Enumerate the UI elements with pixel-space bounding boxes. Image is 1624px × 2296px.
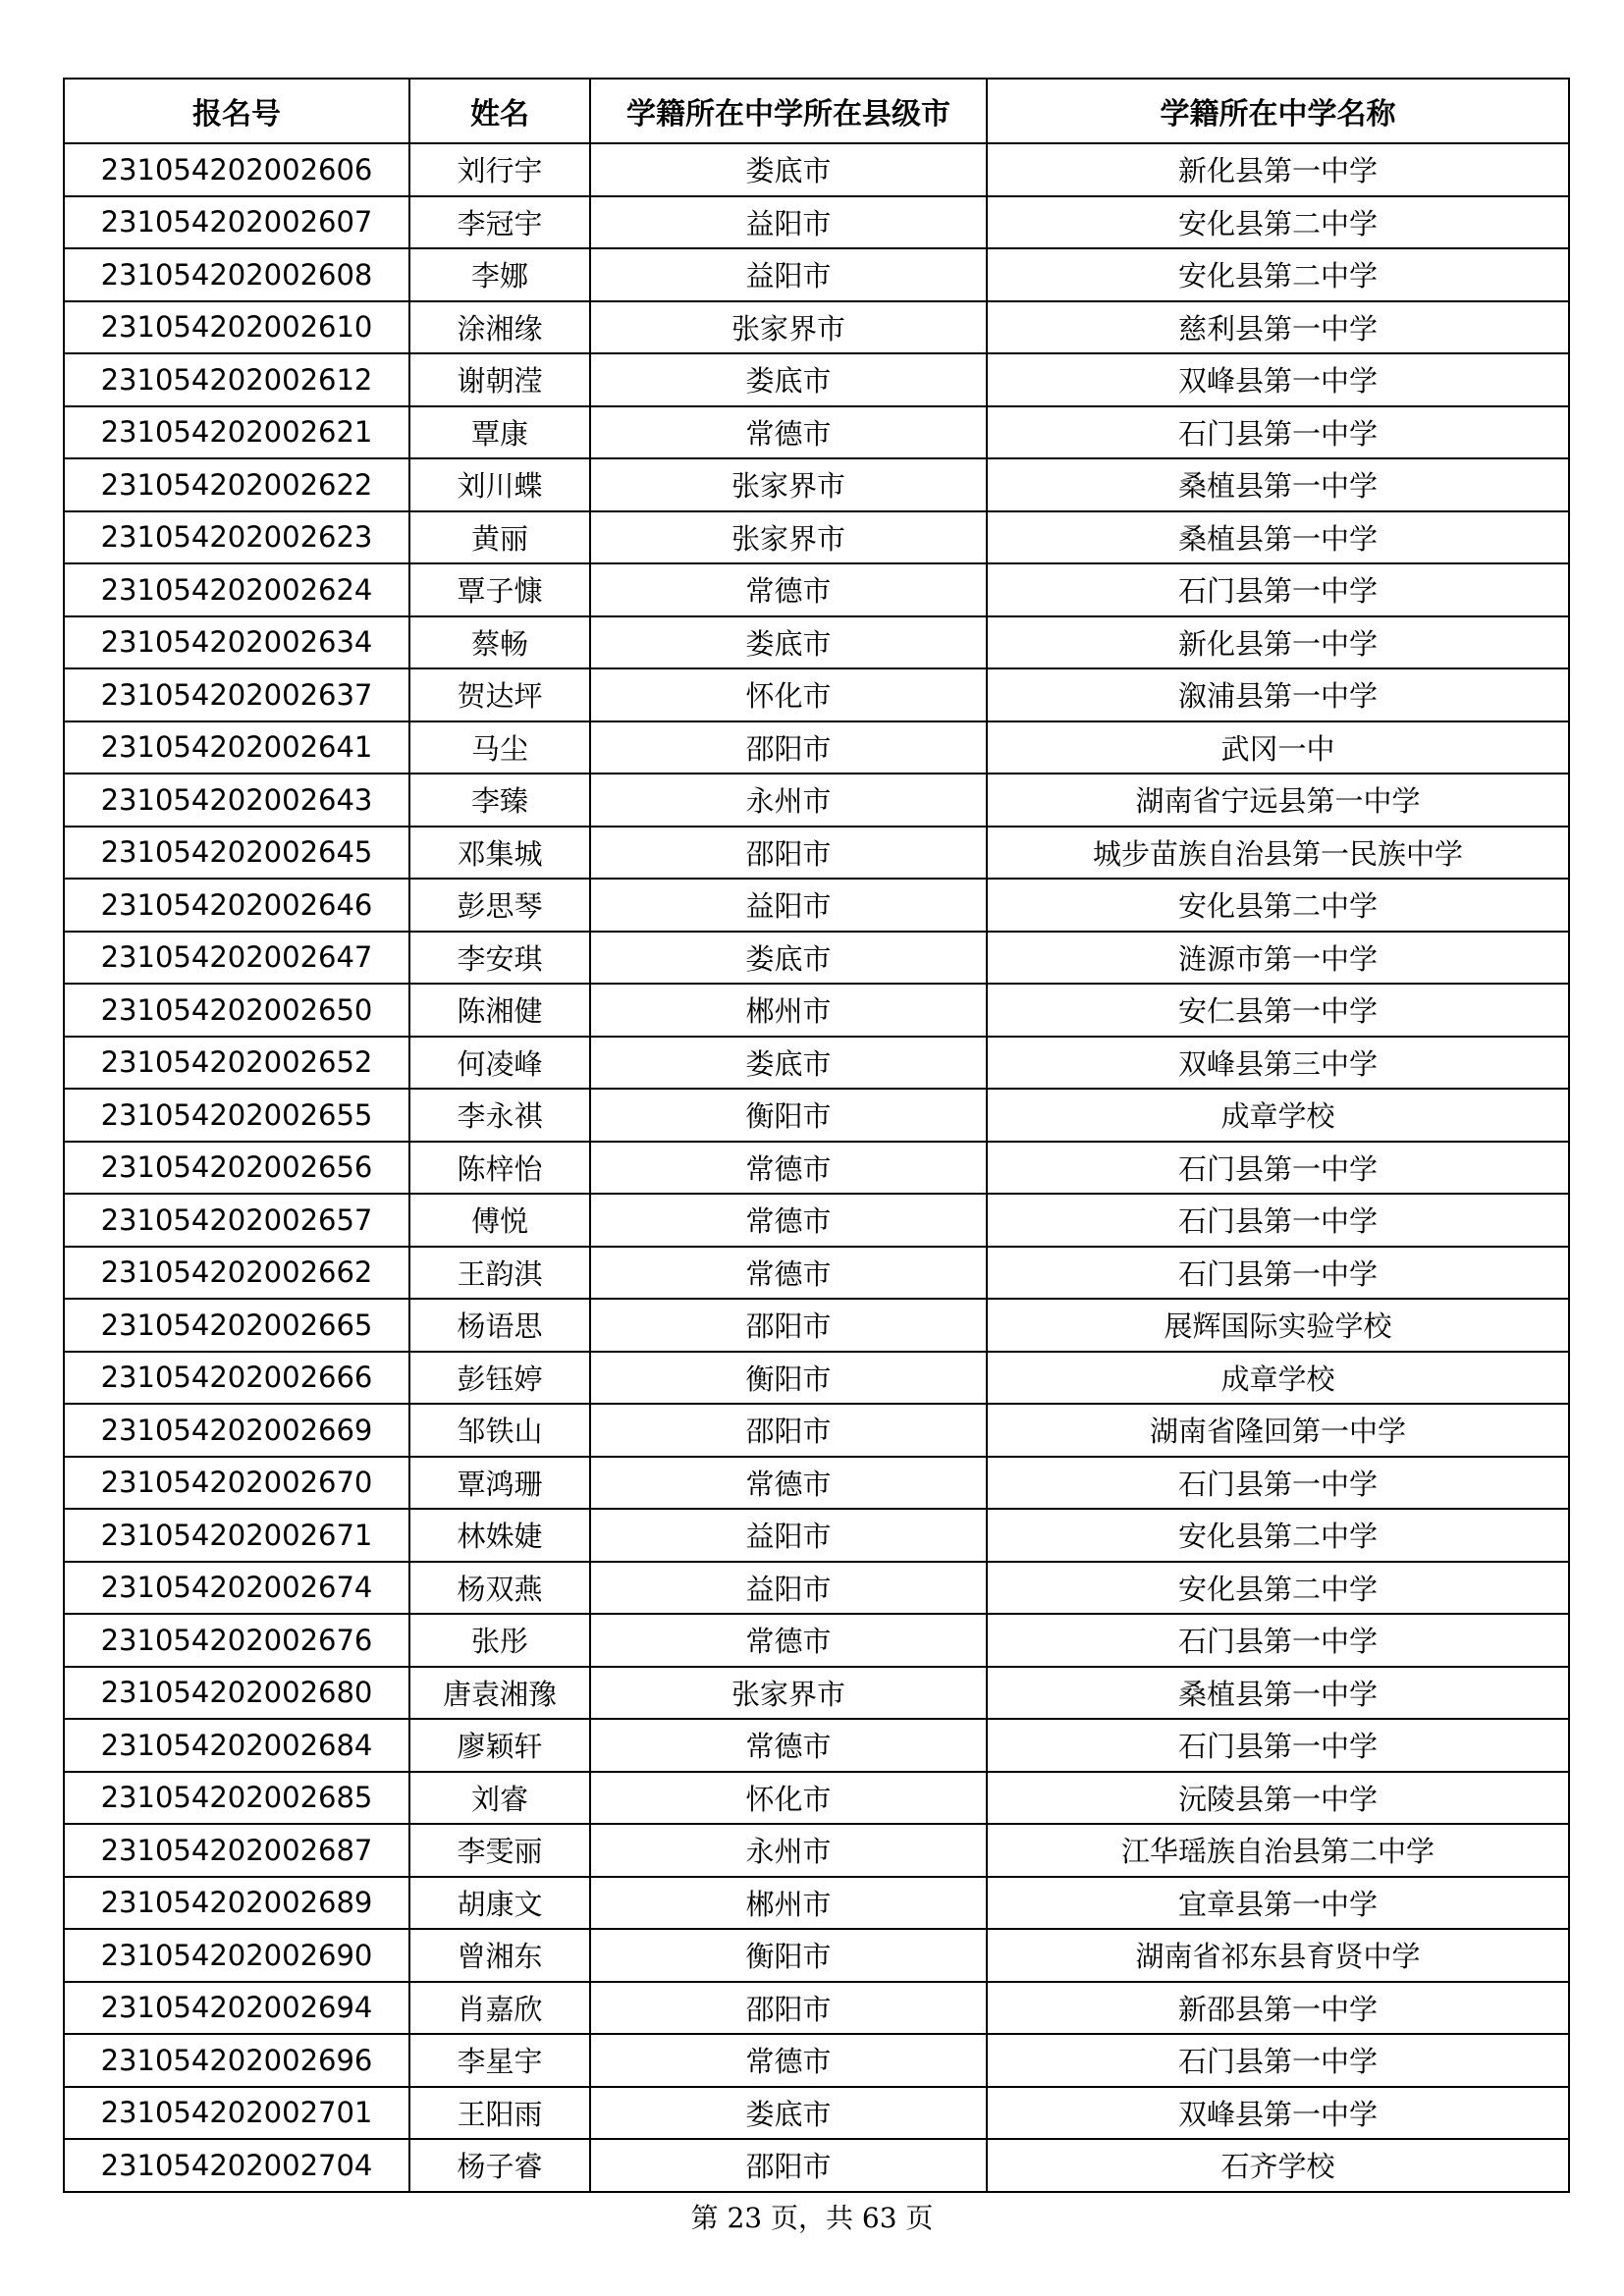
table-row [64, 2034, 1569, 2087]
school-name-cell: 石门县第一中学 [987, 1247, 1569, 1300]
header-school-name: 学籍所在中学名称 [987, 79, 1569, 143]
county-city-cell: 益阳市 [590, 196, 987, 249]
table-row [64, 1667, 1569, 1720]
registration-number-cell: 231054202002662 [64, 1247, 409, 1300]
school-name-cell: 成章学校 [987, 1352, 1569, 1405]
registration-number-cell: 231054202002687 [64, 1824, 409, 1877]
student-name-cell: 胡康文 [409, 1877, 590, 1930]
school-name-cell: 双峰县第一中学 [987, 353, 1569, 406]
table-row [64, 1037, 1569, 1090]
school-name-cell: 湖南省隆回第一中学 [987, 1404, 1569, 1457]
document-sheet [63, 78, 1568, 2193]
county-city-cell: 常德市 [590, 406, 987, 459]
registration-number-cell: 231054202002665 [64, 1299, 409, 1352]
registration-number-cell: 231054202002696 [64, 2034, 409, 2087]
student-name-cell: 马尘 [409, 721, 590, 774]
student-name-cell: 唐袁湘豫 [409, 1667, 590, 1720]
header-county-city: 学籍所在中学所在县级市 [590, 79, 987, 143]
page-footer: 第 23 页，共 63 页 [690, 2202, 934, 2234]
student-name-cell: 李雯丽 [409, 1824, 590, 1877]
registration-number-cell: 231054202002647 [64, 932, 409, 985]
table-row [64, 2139, 1569, 2192]
header-name: 姓名 [409, 79, 590, 143]
registration-number-cell: 231054202002666 [64, 1352, 409, 1405]
school-name-cell: 石门县第一中学 [987, 1719, 1569, 1772]
registration-number-cell: 231054202002610 [64, 301, 409, 354]
student-name-cell: 刘川蝶 [409, 458, 590, 511]
school-name-cell: 石门县第一中学 [987, 1142, 1569, 1195]
county-city-cell: 张家界市 [590, 458, 987, 511]
table-row [64, 2087, 1569, 2140]
school-name-cell: 湖南省宁远县第一中学 [987, 774, 1569, 827]
school-name-cell: 江华瑶族自治县第二中学 [987, 1824, 1569, 1877]
student-name-cell: 贺达坪 [409, 668, 590, 721]
school-name-cell: 石门县第一中学 [987, 1457, 1569, 1510]
registration-number-cell: 231054202002669 [64, 1404, 409, 1457]
school-name-cell: 石门县第一中学 [987, 2034, 1569, 2087]
student-name-cell: 张彤 [409, 1614, 590, 1667]
registration-number-cell: 231054202002655 [64, 1089, 409, 1142]
table-row [64, 248, 1569, 301]
registration-number-cell: 231054202002612 [64, 353, 409, 406]
table-row [64, 1614, 1569, 1667]
county-city-cell: 张家界市 [590, 1667, 987, 1720]
student-name-cell: 李臻 [409, 774, 590, 827]
student-name-cell: 刘行宇 [409, 143, 590, 196]
table-row [64, 1404, 1569, 1457]
county-city-cell: 郴州市 [590, 1877, 987, 1930]
table-row [64, 1772, 1569, 1825]
student-name-cell: 肖嘉欣 [409, 1982, 590, 2035]
student-name-cell: 杨语思 [409, 1299, 590, 1352]
student-name-cell: 王韵淇 [409, 1247, 590, 1300]
table-row [64, 1089, 1569, 1142]
county-city-cell: 娄底市 [590, 932, 987, 985]
school-name-cell: 石齐学校 [987, 2139, 1569, 2192]
school-name-cell: 石门县第一中学 [987, 1194, 1569, 1247]
county-city-cell: 邵阳市 [590, 2139, 987, 2192]
header-registration-number: 报名号 [64, 79, 409, 143]
county-city-cell: 衡阳市 [590, 1929, 987, 1982]
table-row [64, 932, 1569, 985]
table-header [64, 79, 1569, 143]
county-city-cell: 常德市 [590, 563, 987, 616]
student-name-cell: 覃子慷 [409, 563, 590, 616]
registration-number-cell: 231054202002671 [64, 1509, 409, 1562]
table-row [64, 1929, 1569, 1982]
registration-number-cell: 231054202002646 [64, 879, 409, 932]
school-name-cell: 溆浦县第一中学 [987, 668, 1569, 721]
student-name-cell: 刘睿 [409, 1772, 590, 1825]
header-row [64, 79, 1569, 143]
school-name-cell: 桑植县第一中学 [987, 511, 1569, 564]
registration-number-cell: 231054202002680 [64, 1667, 409, 1720]
student-name-cell: 李冠宇 [409, 196, 590, 249]
registration-number-cell: 231054202002701 [64, 2087, 409, 2140]
registration-number-cell: 231054202002657 [64, 1194, 409, 1247]
school-name-cell: 湖南省祁东县育贤中学 [987, 1929, 1569, 1982]
registration-number-cell: 231054202002643 [64, 774, 409, 827]
table-row [64, 143, 1569, 196]
student-name-cell: 杨双燕 [409, 1562, 590, 1615]
student-name-cell: 何凌峰 [409, 1037, 590, 1090]
table-row [64, 984, 1569, 1037]
registration-number-cell: 231054202002676 [64, 1614, 409, 1667]
county-city-cell: 益阳市 [590, 248, 987, 301]
table-body [64, 143, 1569, 2192]
table-row [64, 1247, 1569, 1300]
table-row [64, 616, 1569, 669]
school-name-cell: 安化县第二中学 [987, 1562, 1569, 1615]
registration-number-cell: 231054202002690 [64, 1929, 409, 1982]
student-name-cell: 覃鸿珊 [409, 1457, 590, 1510]
county-city-cell: 娄底市 [590, 2087, 987, 2140]
school-name-cell: 慈利县第一中学 [987, 301, 1569, 354]
student-name-cell: 陈湘健 [409, 984, 590, 1037]
school-name-cell: 安化县第二中学 [987, 1509, 1569, 1562]
registration-number-cell: 231054202002684 [64, 1719, 409, 1772]
county-city-cell: 常德市 [590, 1194, 987, 1247]
school-name-cell: 城步苗族自治县第一民族中学 [987, 827, 1569, 880]
county-city-cell: 邵阳市 [590, 1404, 987, 1457]
table-row [64, 668, 1569, 721]
county-city-cell: 常德市 [590, 1247, 987, 1300]
student-name-cell: 陈梓怡 [409, 1142, 590, 1195]
table-row [64, 1194, 1569, 1247]
county-city-cell: 娄底市 [590, 1037, 987, 1090]
county-city-cell: 怀化市 [590, 1772, 987, 1825]
registration-number-cell: 231054202002689 [64, 1877, 409, 1930]
county-city-cell: 常德市 [590, 1457, 987, 1510]
student-name-cell: 涂湘缘 [409, 301, 590, 354]
student-name-cell: 邹铁山 [409, 1404, 590, 1457]
registration-number-cell: 231054202002704 [64, 2139, 409, 2192]
table-row [64, 1562, 1569, 1615]
admission-table [63, 78, 1570, 2193]
table-row [64, 1877, 1569, 1930]
school-name-cell: 新化县第一中学 [987, 143, 1569, 196]
student-name-cell: 林姝婕 [409, 1509, 590, 1562]
school-name-cell: 沅陵县第一中学 [987, 1772, 1569, 1825]
school-name-cell: 新邵县第一中学 [987, 1982, 1569, 2035]
county-city-cell: 娄底市 [590, 143, 987, 196]
county-city-cell: 怀化市 [590, 668, 987, 721]
table-row [64, 1457, 1569, 1510]
school-name-cell: 安仁县第一中学 [987, 984, 1569, 1037]
registration-number-cell: 231054202002685 [64, 1772, 409, 1825]
school-name-cell: 宜章县第一中学 [987, 1877, 1569, 1930]
student-name-cell: 邓集城 [409, 827, 590, 880]
registration-number-cell: 231054202002637 [64, 668, 409, 721]
county-city-cell: 益阳市 [590, 1562, 987, 1615]
county-city-cell: 益阳市 [590, 879, 987, 932]
school-name-cell: 成章学校 [987, 1089, 1569, 1142]
county-city-cell: 娄底市 [590, 616, 987, 669]
student-name-cell: 傅悦 [409, 1194, 590, 1247]
table-row [64, 196, 1569, 249]
school-name-cell: 涟源市第一中学 [987, 932, 1569, 985]
table-row [64, 511, 1569, 564]
student-name-cell: 李永祺 [409, 1089, 590, 1142]
county-city-cell: 永州市 [590, 1824, 987, 1877]
county-city-cell: 郴州市 [590, 984, 987, 1037]
registration-number-cell: 231054202002623 [64, 511, 409, 564]
table-row [64, 301, 1569, 354]
county-city-cell: 邵阳市 [590, 1982, 987, 2035]
student-name-cell: 彭钰婷 [409, 1352, 590, 1405]
student-name-cell: 李安琪 [409, 932, 590, 985]
table-row [64, 458, 1569, 511]
student-name-cell: 李娜 [409, 248, 590, 301]
student-name-cell: 李星宇 [409, 2034, 590, 2087]
registration-number-cell: 231054202002621 [64, 406, 409, 459]
registration-number-cell: 231054202002650 [64, 984, 409, 1037]
county-city-cell: 永州市 [590, 774, 987, 827]
registration-number-cell: 231054202002607 [64, 196, 409, 249]
county-city-cell: 邵阳市 [590, 827, 987, 880]
registration-number-cell: 231054202002624 [64, 563, 409, 616]
table-row [64, 563, 1569, 616]
school-name-cell: 安化县第二中学 [987, 879, 1569, 932]
table-row [64, 1352, 1569, 1405]
school-name-cell: 双峰县第三中学 [987, 1037, 1569, 1090]
registration-number-cell: 231054202002634 [64, 616, 409, 669]
student-name-cell: 覃康 [409, 406, 590, 459]
school-name-cell: 武冈一中 [987, 721, 1569, 774]
registration-number-cell: 231054202002656 [64, 1142, 409, 1195]
school-name-cell: 安化县第二中学 [987, 196, 1569, 249]
table-row [64, 1299, 1569, 1352]
student-name-cell: 彭思琴 [409, 879, 590, 932]
county-city-cell: 益阳市 [590, 1509, 987, 1562]
table-row [64, 879, 1569, 932]
school-name-cell: 双峰县第一中学 [987, 2087, 1569, 2140]
table-row [64, 1824, 1569, 1877]
county-city-cell: 常德市 [590, 1719, 987, 1772]
school-name-cell: 展辉国际实验学校 [987, 1299, 1569, 1352]
student-name-cell: 王阳雨 [409, 2087, 590, 2140]
registration-number-cell: 231054202002670 [64, 1457, 409, 1510]
registration-number-cell: 231054202002606 [64, 143, 409, 196]
student-name-cell: 曾湘东 [409, 1929, 590, 1982]
table-row [64, 1509, 1569, 1562]
county-city-cell: 张家界市 [590, 511, 987, 564]
table-row [64, 721, 1569, 774]
county-city-cell: 邵阳市 [590, 721, 987, 774]
registration-number-cell: 231054202002645 [64, 827, 409, 880]
county-city-cell: 常德市 [590, 1142, 987, 1195]
school-name-cell: 安化县第二中学 [987, 248, 1569, 301]
county-city-cell: 张家界市 [590, 301, 987, 354]
school-name-cell: 石门县第一中学 [987, 1614, 1569, 1667]
school-name-cell: 石门县第一中学 [987, 406, 1569, 459]
student-name-cell: 廖颖轩 [409, 1719, 590, 1772]
table-row [64, 774, 1569, 827]
county-city-cell: 邵阳市 [590, 1299, 987, 1352]
student-name-cell: 蔡畅 [409, 616, 590, 669]
student-name-cell: 黄丽 [409, 511, 590, 564]
registration-number-cell: 231054202002622 [64, 458, 409, 511]
registration-number-cell: 231054202002641 [64, 721, 409, 774]
registration-number-cell: 231054202002694 [64, 1982, 409, 2035]
county-city-cell: 衡阳市 [590, 1089, 987, 1142]
registration-number-cell: 231054202002674 [64, 1562, 409, 1615]
school-name-cell: 桑植县第一中学 [987, 1667, 1569, 1720]
table-row [64, 1982, 1569, 2035]
table-row [64, 406, 1569, 459]
county-city-cell: 常德市 [590, 1614, 987, 1667]
county-city-cell: 娄底市 [590, 353, 987, 406]
registration-number-cell: 231054202002608 [64, 248, 409, 301]
school-name-cell: 新化县第一中学 [987, 616, 1569, 669]
county-city-cell: 衡阳市 [590, 1352, 987, 1405]
table-row [64, 353, 1569, 406]
school-name-cell: 桑植县第一中学 [987, 458, 1569, 511]
student-name-cell: 谢朝滢 [409, 353, 590, 406]
county-city-cell: 常德市 [590, 2034, 987, 2087]
registration-number-cell: 231054202002652 [64, 1037, 409, 1090]
table-row [64, 1142, 1569, 1195]
student-name-cell: 杨子睿 [409, 2139, 590, 2192]
school-name-cell: 石门县第一中学 [987, 563, 1569, 616]
table-row [64, 1719, 1569, 1772]
table-row [64, 827, 1569, 880]
